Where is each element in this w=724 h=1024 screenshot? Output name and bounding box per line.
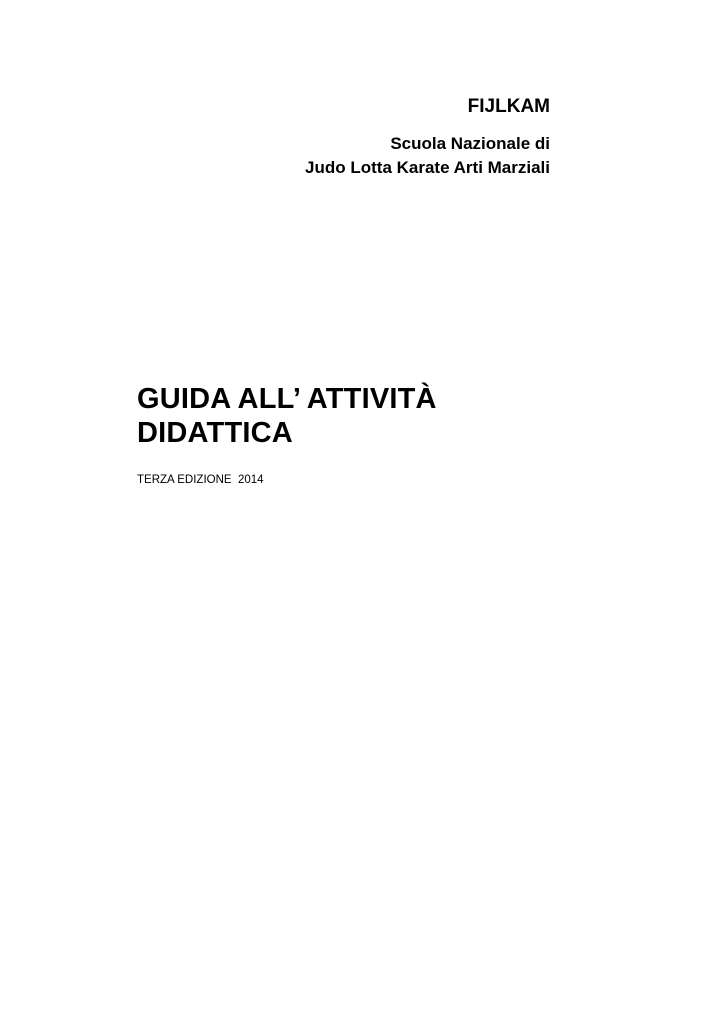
school-name-line-2: Judo Lotta Karate Arti Marziali	[305, 158, 550, 177]
edition-label: TERZA EDIZIONE 2014	[137, 474, 264, 486]
school-name-line-1: Scuola Nazionale di	[390, 134, 550, 153]
organization-name: FIJLKAM	[467, 96, 550, 117]
title-line-2: DIDATTICA	[137, 417, 293, 449]
document-title	[137, 382, 437, 450]
organization-header	[305, 96, 550, 180]
title-line-1: GUIDA ALL’ ATTIVITÀ	[137, 383, 437, 415]
